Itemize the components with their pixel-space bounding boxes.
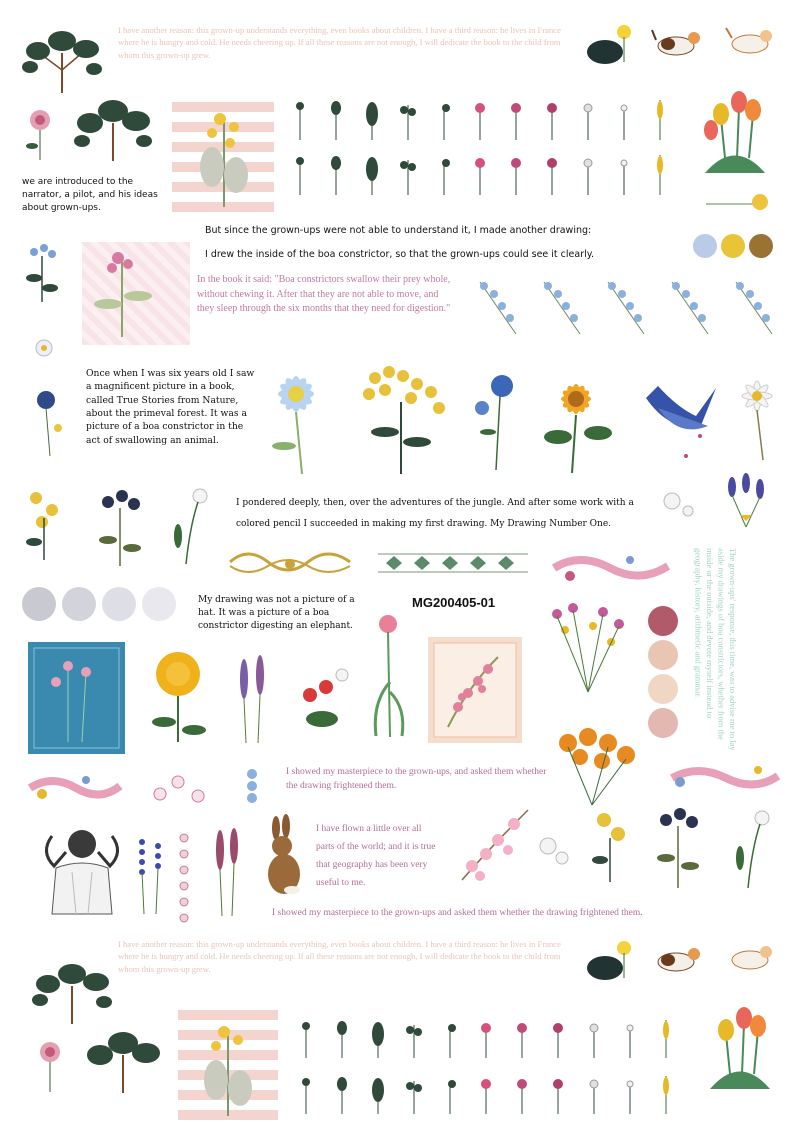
- blue-flower-sticker: [30, 388, 70, 458]
- color-swatch: [648, 674, 678, 704]
- gold-ornament: [228, 546, 353, 578]
- color-swatch: [102, 587, 136, 621]
- tree-sticker: [82, 1025, 164, 1095]
- yellow-pansy-sticker: [22, 488, 72, 563]
- jungle-text: I pondered deeply, then, over the adventures of the jungle. And after some work with a colored pencil I succeeded in making my first drawing. My Drawing Number One.: [236, 498, 634, 529]
- blue-lace-sticker: [240, 768, 264, 810]
- wildflower-bouquet-sticker: [543, 602, 633, 697]
- gingham-flower-card: [172, 97, 274, 212]
- color-swatch: [693, 234, 717, 258]
- white-flower-sprig: [652, 485, 702, 525]
- lavender-sticker: [232, 655, 272, 745]
- hat-text: My drawing was not a picture of a hat. It was a picture of a boa constrictor digesting an elephant.: [198, 595, 355, 632]
- person-sketch-illustration: [32, 822, 130, 918]
- blue-larkspur-sticker: [134, 832, 166, 917]
- pink-flower-sticker: [32, 1040, 68, 1095]
- faint-text-bottom: I have another reason: this grown-up understands everything, even books about children. I have a third reason: he lives in France where he is hungry and cold. He needs cheering up. If all these reasons are not enough, I will dedicate the book to the child from whom this grown-up grew.: [118, 939, 561, 974]
- cat-illustration: [652, 944, 704, 978]
- blue-flower-sprig: [22, 242, 62, 304]
- tree-sticker: [32, 958, 112, 1026]
- marigold-sticker: [148, 650, 210, 745]
- color-swatch: [749, 234, 773, 258]
- masterpiece-text-1: I showed my masterpiece to the grown-ups, and asked them whether the drawing frightened them.: [286, 767, 547, 791]
- blue-flower-card: [28, 642, 125, 754]
- peach-flower-card: [428, 637, 522, 743]
- vertical-text: The grown-ups' response, this time, was to advise me to lay aside my drawings of boa constrictors, whether from the inside or the outside, and devote myself instead to geography, history, arithmetic and grammar.: [693, 548, 738, 751]
- yellow-flower-sprig: [706, 192, 772, 216]
- lavender-bundle-sticker: [720, 475, 770, 530]
- cat-with-flower-sticker: [580, 938, 640, 988]
- grown-ups-line: But since the grown-ups were not able to understand it, I made another drawing:: [205, 225, 592, 236]
- color-swatch: [648, 640, 678, 670]
- color-swatch: [62, 587, 96, 621]
- white-pink-flower-sticker: [148, 768, 213, 813]
- serial-number: MG200405-01: [412, 595, 496, 610]
- faint-text-top: I have another reason: this grown-up understands everything, even books about children. I have a third reason: he lives in France where he is hungry and cold. He needs cheering up. If all these reasons are not enough, I will dedicate the book to the child from whom this grown-up grew.: [118, 25, 561, 60]
- yellow-cluster-sticker: [355, 362, 450, 477]
- daisy-sticker: [262, 362, 332, 477]
- pink-flower-card: [82, 242, 190, 345]
- tree-sticker: [72, 93, 154, 163]
- blue-sprig-row: [476, 278, 786, 340]
- bluebird-illustration: [638, 378, 718, 463]
- dark-flower-sticker: [92, 488, 147, 568]
- white-flower-sprig: [26, 330, 62, 366]
- pink-allium-sticker: [368, 612, 410, 742]
- pink-flower-sticker: [22, 108, 58, 163]
- white-lily-sticker: [728, 808, 778, 890]
- cat-illustration: [722, 942, 778, 976]
- white-flower-sprig: [528, 826, 578, 876]
- strawberry-sticker: [296, 665, 354, 735]
- blossom-branch-sticker: [458, 800, 534, 888]
- yellow-pansy-sticker: [590, 810, 630, 885]
- color-swatch: [142, 587, 176, 621]
- color-swatch: [721, 234, 745, 258]
- geography-text: I have flown a little over all parts of the world; and it is true that geography has been very useful to me.: [316, 824, 436, 889]
- small-flower-rows: [296, 1020, 686, 1130]
- story-text: Once when I was six years old I saw a magnificent picture in a book, called True Stories from Nature, about the primeval forest. It was a picture of a boa constrictor in the act of swallowing an animal.: [86, 368, 255, 446]
- intro-text: we are introduced to the narrator, a pilot, and his ideas about grown-ups.: [22, 177, 158, 214]
- orange-flower-sticker: [552, 727, 642, 807]
- boa-quote-text: In the book it said: "Boa constrictors swallow their prey whole, without chewing it. After that they are not able to move, and they sleep through the six months that they need for digestion.": [197, 274, 451, 314]
- pink-bud-column: [172, 830, 196, 925]
- cat-illustration: [722, 26, 778, 60]
- tree-sticker: [22, 25, 102, 95]
- cat-with-flower-sticker: [580, 22, 640, 72]
- color-swatch: [22, 587, 56, 621]
- tulip-bouquet-sticker: [695, 88, 775, 178]
- small-flower-rows: [290, 100, 680, 200]
- white-lily-sticker: [168, 486, 216, 566]
- pink-ribbon-sticker: [26, 770, 122, 804]
- pink-ribbon-sticker: [550, 548, 670, 588]
- mauve-spike-sticker: [210, 828, 242, 918]
- color-swatch: [648, 708, 678, 738]
- pink-ribbon-sticker: [668, 760, 780, 796]
- sunflower-sticker: [540, 375, 615, 475]
- cat-illustration: [652, 28, 704, 62]
- rabbit-illustration: [262, 816, 304, 896]
- dark-flower-sticker: [650, 806, 706, 891]
- masterpiece-text-2: I showed my masterpiece to the grown-ups and asked them whether the drawing frightened them.: [272, 908, 643, 918]
- boa-inside-line: I drew the inside of the boa constrictor, so that the grown-ups could see it clearly.: [205, 249, 595, 260]
- tulip-bouquet-sticker: [700, 1004, 780, 1094]
- green-border-ornament: [378, 550, 528, 576]
- cornflower-sticker: [472, 372, 522, 472]
- gingham-flower-card: [178, 1010, 278, 1120]
- color-swatch: [648, 606, 678, 636]
- white-daisy-sticker: [735, 372, 780, 462]
